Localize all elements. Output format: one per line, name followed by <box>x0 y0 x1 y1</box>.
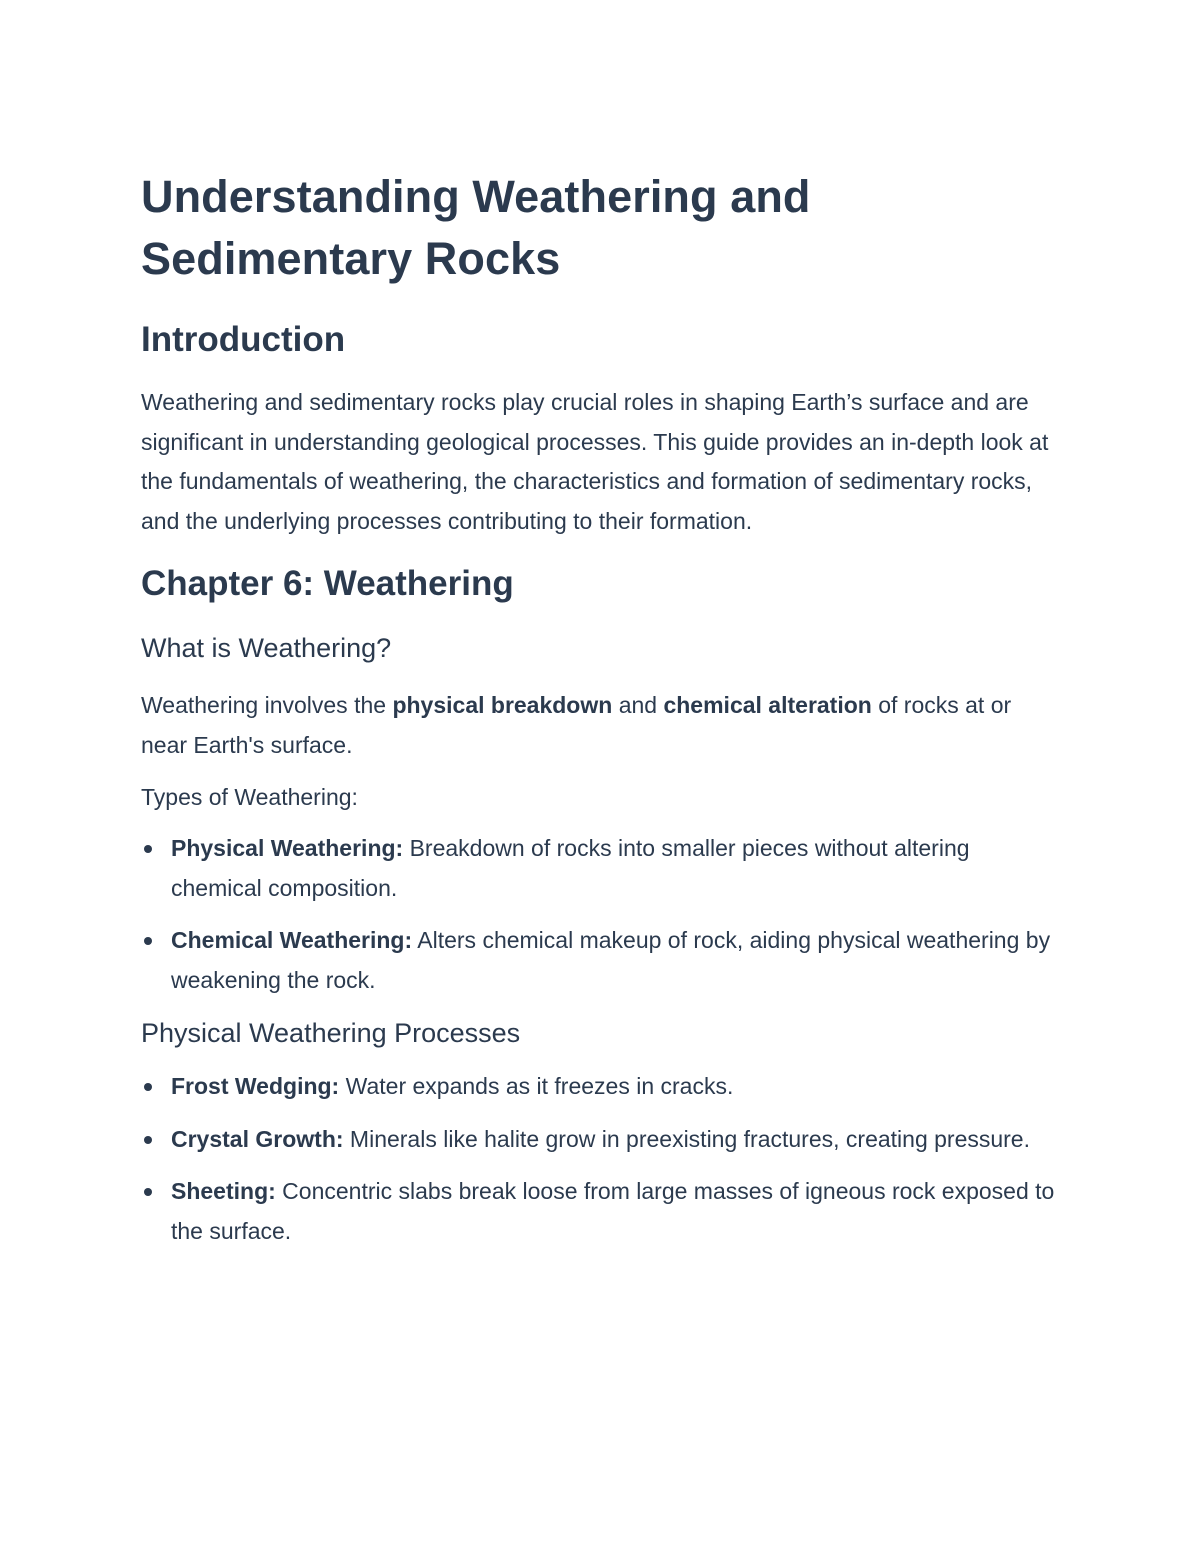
definition-text-end: of rocks at or near Earth's surface. <box>141 692 1012 758</box>
what-is-weathering-heading: What is Weathering? <box>141 633 392 663</box>
list-item <box>141 1172 1061 1251</box>
list-item-description: Concentric slabs break loose from large masses of igneous rock exposed to the surface. <box>171 1178 1055 1244</box>
list-item-term: Physical Weathering: <box>171 835 404 861</box>
weathering-definition <box>141 686 1061 765</box>
list-item-term: Frost Wedging: <box>171 1073 340 1099</box>
list-item-description: Water expands as it freezes in cracks. <box>339 1073 734 1099</box>
page-title: Understanding Weathering and Sedimentary Rocks <box>141 171 811 284</box>
list-item-term: Sheeting: <box>171 1178 276 1204</box>
introduction-heading: Introduction <box>141 320 346 359</box>
list-item <box>141 1067 1061 1107</box>
introduction-paragraph: Weathering and sedimentary rocks play crucial roles in shaping Earth’s surface and are significant in understanding geological processes. This guide provides an in-depth look at the fundamentals of weathering, the characteristics and formation of sedimentary rocks, and the underlying processes contributing to their formation. <box>141 389 1049 534</box>
definition-bold-chemical: chemical alteration <box>663 692 872 718</box>
types-of-weathering-list <box>141 829 1061 1000</box>
definition-text-middle: and <box>612 692 664 718</box>
list-item-description: Alters chemical makeup of rock, aiding physical weathering by weakening the rock. <box>171 927 1051 993</box>
definition-bold-physical: physical breakdown <box>392 692 613 718</box>
list-item-term: Chemical Weathering: <box>171 927 413 953</box>
physical-weathering-processes-list <box>141 1067 1061 1251</box>
chapter-heading: Chapter 6: Weathering <box>141 564 514 603</box>
definition-text-start: Weathering involves the <box>141 692 393 718</box>
document-page <box>141 166 1061 1251</box>
list-item-description: Breakdown of rocks into smaller pieces without altering chemical composition. <box>171 835 970 901</box>
types-of-weathering-label: Types of Weathering: <box>141 784 358 810</box>
list-item <box>141 1120 1061 1160</box>
physical-weathering-processes-heading: Physical Weathering Processes <box>141 1018 521 1048</box>
list-item-term: Crystal Growth: <box>171 1125 344 1152</box>
list-item <box>141 829 1061 908</box>
list-item-description: Minerals like halite grow in preexisting fractures, creating pressure. <box>343 1125 1030 1152</box>
list-item <box>141 921 1061 1000</box>
